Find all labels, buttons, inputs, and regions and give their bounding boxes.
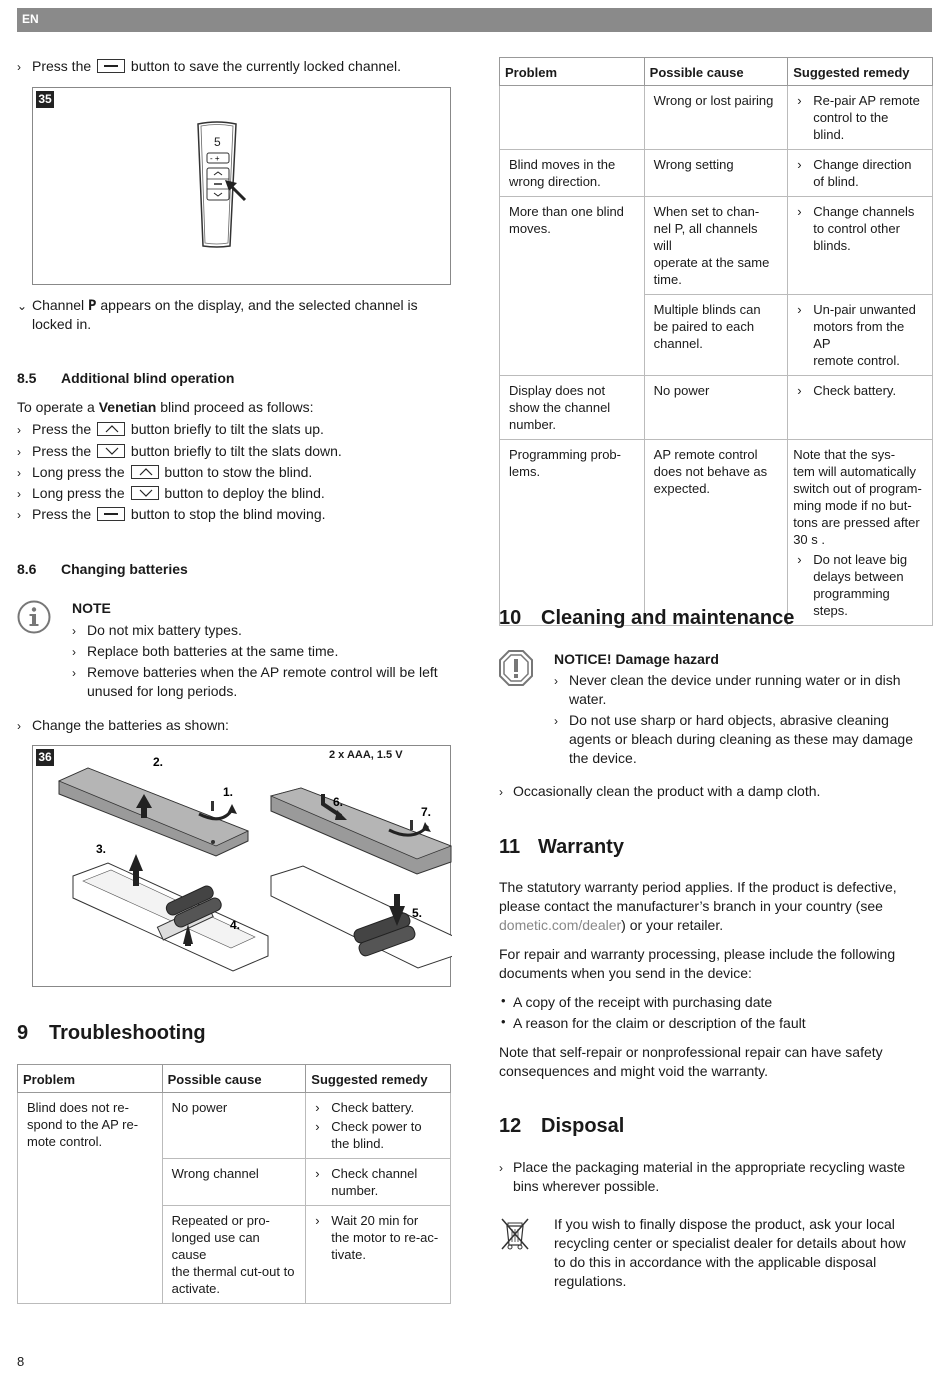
dealer-link[interactable]: dometic.com/dealer [499, 917, 622, 933]
arrow-bullet-icon: › [17, 466, 21, 480]
operation-item: Press the button briefly to tilt the slats down. [32, 443, 342, 459]
battery-spec-label: 2 x AAA, 1.5 V [329, 749, 403, 761]
step-label: 3. [96, 842, 107, 856]
language-bar [17, 8, 932, 32]
note-item: Replace both batteries at the same time. [87, 643, 339, 659]
step-label: 6. [333, 795, 344, 809]
channel-p-text: Channel P appears on the display, and the selected channel is [32, 297, 418, 314]
arrow-bullet-icon: › [72, 624, 76, 638]
column-header: Suggested remedy [306, 1065, 451, 1093]
up-button-icon [131, 465, 159, 479]
cause-cell: No power [644, 376, 788, 440]
section-12-number: 12 [499, 1115, 522, 1137]
warranty-paragraph-2: For repair and warranty processing, please include the following documents when you send in the device: [499, 946, 896, 981]
dot-bullet-icon: • [501, 993, 506, 1008]
step-label: 2. [153, 755, 164, 769]
table-row [18, 1093, 451, 1159]
table-row [500, 376, 933, 440]
notice-title: NOTICE! Damage hazard [554, 651, 719, 667]
weee-bin-icon [499, 1217, 531, 1251]
operation-item: Press the button briefly to tilt the slats up. [32, 421, 324, 437]
table-row [500, 197, 933, 295]
remedy-cell: › Un-pair unwanted motors from the AP remote control. [788, 295, 933, 376]
minus-button-icon [97, 59, 125, 73]
section-11-title: Warranty [538, 836, 624, 858]
problem-cell: Blind does not re- spond to the AP re- mote control. [18, 1093, 163, 1304]
remedy-cell: › Change direction of blind. [788, 150, 933, 197]
section-11-number: 11 [499, 836, 521, 858]
problem-cell: More than one blind moves. [500, 197, 645, 376]
operation-item: Press the button to stop the blind moving. [32, 506, 326, 522]
column-header: Problem [18, 1065, 163, 1093]
remedy-cell: › Check channel number. [306, 1159, 451, 1206]
figure-number: 36 [36, 749, 54, 766]
arrow-bullet-icon: › [17, 60, 21, 74]
disposal-paragraph: If you wish to finally dispose the product, ask your local recycling center or specialist dealer for details about how to do this in accordance with the applicable disposal regulations. [554, 1216, 906, 1289]
page-number: 8 [17, 1354, 25, 1369]
step-label: 4. [230, 918, 241, 932]
column-header: Possible cause [162, 1065, 306, 1093]
figure-36 [32, 745, 451, 987]
cause-cell: When set to chan- nel P, all channels will operate at the same time. [644, 197, 788, 295]
remedy-cell: › Change channels to control other blinds. [788, 197, 933, 295]
down-button-icon [131, 486, 159, 500]
operation-item: Long press the button to deploy the blind. [32, 485, 325, 501]
arrow-bullet-icon: › [17, 508, 21, 522]
arrow-bullet-icon: › [499, 1161, 503, 1175]
problem-cell [500, 86, 645, 150]
down-button-icon [97, 444, 125, 458]
minus-button-icon [97, 507, 125, 521]
step-label: 5. [412, 906, 423, 920]
troubleshooting-table-left [17, 1064, 451, 1304]
problem-cell: Blind moves in the wrong direction. [500, 150, 645, 197]
table-header-row [500, 58, 933, 86]
section-12-title: Disposal [541, 1115, 625, 1137]
remedy-cell: › Re-pair AP remote control to the blind. [788, 86, 933, 150]
cause-cell: No power [162, 1093, 306, 1159]
remedy-cell: Note that the sys- tem will automatically switch out of program- ming mode if no but- tons are pressed after 30 s . › Do not leave big delays between programming steps. [788, 440, 933, 626]
figure-number: 35 [36, 91, 54, 108]
battery-change-illustration [33, 746, 452, 988]
notice-item: Do not use sharp or hard objects, abrasive cleaning agents or bleach during cleaning as these may damage the device. [569, 712, 913, 766]
table-row [500, 150, 933, 197]
notice-item: Never clean the device under running water or in dish water. [569, 672, 901, 707]
note-title: NOTE [72, 600, 111, 616]
warranty-list-item: A copy of the receipt with purchasing date [513, 994, 773, 1010]
operation-item: Long press the button to stow the blind. [32, 464, 313, 480]
figure-35 [32, 87, 451, 285]
column-header: Suggested remedy [788, 58, 933, 86]
svg-text:- +: - + [210, 154, 220, 163]
remote-display-digit: 5 [214, 135, 221, 149]
up-button-icon [97, 422, 125, 436]
cause-cell: Wrong or lost pairing [644, 86, 788, 150]
problem-cell: Programming prob- lems. [500, 440, 645, 626]
step-label: 1. [223, 785, 234, 799]
cause-cell: Repeated or pro- longed use can cause the thermal cut-out to activate. [162, 1206, 306, 1304]
note-item-cont: unused for long periods. [87, 683, 238, 699]
section-8-6-number: 8.6 [17, 561, 37, 577]
arrow-bullet-icon: › [17, 719, 21, 733]
table-header-row [18, 1065, 451, 1093]
change-batteries-text: Change the batteries as shown: [32, 717, 229, 733]
result-bullet-icon: ⌄ [17, 299, 28, 313]
note-item: Remove batteries when the AP remote control will be left [87, 664, 438, 680]
cause-cell: Wrong channel [162, 1159, 306, 1206]
section-9-title: Troubleshooting [49, 1022, 206, 1044]
dot-bullet-icon: • [501, 1014, 506, 1029]
arrow-bullet-icon: › [72, 666, 76, 680]
table-row [500, 86, 933, 150]
cause-cell: AP remote control does not behave as expected. [644, 440, 788, 626]
section-9-number: 9 [17, 1022, 29, 1044]
language-code: EN [22, 12, 39, 26]
channel-p-text-cont: locked in. [32, 316, 92, 332]
remote-illustration [33, 88, 452, 286]
problem-cell: Display does not show the channel number. [500, 376, 645, 440]
warranty-paragraph-1: The statutory warranty period applies. If the product is defective, please contact the manufacturer’s branch in your country (see dometic.com/dealer) or your retailer. [499, 879, 897, 933]
arrow-bullet-icon: › [554, 714, 558, 728]
info-icon [17, 600, 51, 634]
note-item: Do not mix battery types. [87, 622, 242, 638]
warning-icon [499, 650, 533, 686]
section-10-title: Cleaning and maintenance [541, 607, 795, 629]
troubleshooting-table-right [499, 57, 933, 626]
column-header: Possible cause [644, 58, 788, 86]
section-8-5-intro: To operate a Venetian blind proceed as follows: [17, 399, 314, 415]
section-8-6-title: Changing batteries [61, 561, 188, 577]
arrow-bullet-icon: › [17, 423, 21, 437]
cleaning-text: Occasionally clean the product with a damp cloth. [513, 783, 821, 799]
press-save-text: Press the button to save the currently locked channel. [32, 58, 401, 74]
arrow-bullet-icon: › [499, 785, 503, 799]
table-row [500, 440, 933, 626]
arrow-bullet-icon: › [554, 674, 558, 688]
section-8-5-title: Additional blind operation [61, 370, 235, 386]
section-10-number: 10 [499, 607, 522, 629]
arrow-bullet-icon: › [17, 487, 21, 501]
remedy-cell: › Wait 20 min for the motor to re-ac- tivate. [306, 1206, 451, 1304]
step-label: 7. [421, 805, 432, 819]
remedy-cell: › Check battery. › Check power to the blind. [306, 1093, 451, 1159]
cause-cell: Multiple blinds can be paired to each channel. [644, 295, 788, 376]
disposal-item: Place the packaging material in the appropriate recycling waste bins wherever possible. [513, 1159, 906, 1194]
warranty-list-item: A reason for the claim or description of the fault [513, 1015, 806, 1031]
arrow-bullet-icon: › [72, 645, 76, 659]
warranty-paragraph-3: Note that self-repair or nonprofessional repair can have safety consequences and might void the warranty. [499, 1044, 883, 1079]
remedy-cell: › Check battery. [788, 376, 933, 440]
column-header: Problem [500, 58, 645, 86]
cause-cell: Wrong setting [644, 150, 788, 197]
section-8-5-number: 8.5 [17, 370, 37, 386]
arrow-bullet-icon: › [17, 445, 21, 459]
